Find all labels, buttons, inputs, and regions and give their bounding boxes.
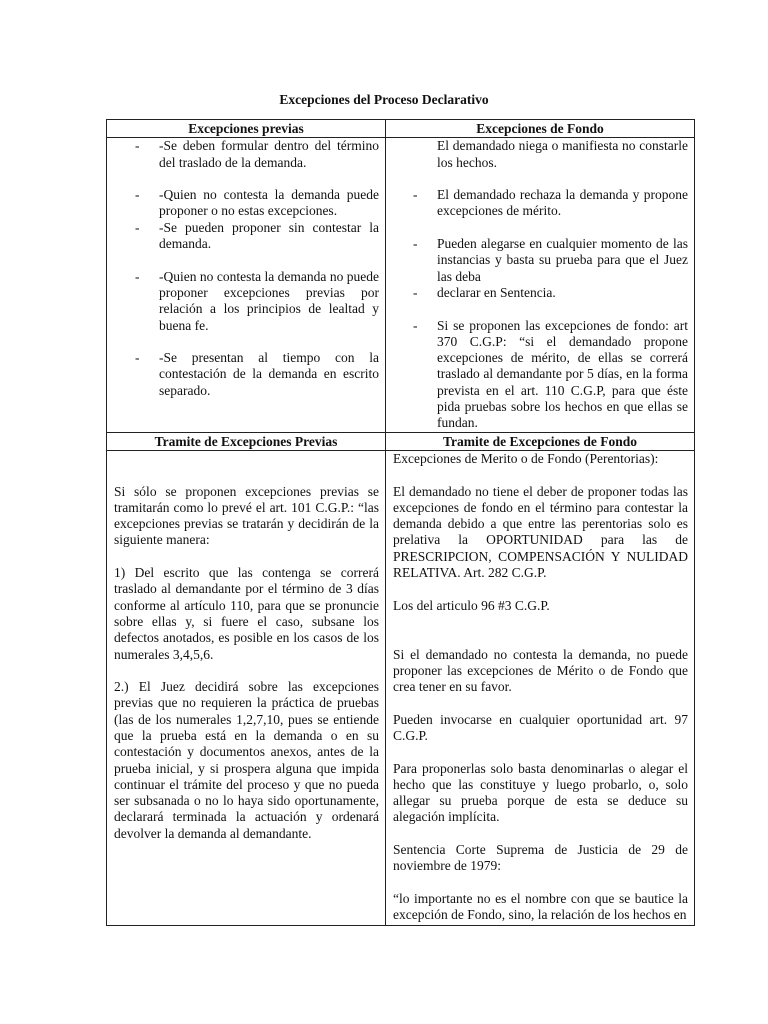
paragraph: 2.) El Juez decidirá sobre las excepciones previas que no requieren la práctica de pruebas (las de los numerales 1,2,7,10, pues se entiende que la prueba está en la demanda o en su contestación y documentos anexos, antes de la prueba inicial, y si prospera alguna que impida continuar el trámite del proceso y que no pueda ser subsanada o no lo haya sido oportunamente, declarará terminada la actuación y ordenará devolver la demanda al demandante.	[114, 679, 379, 841]
paragraph: Pueden invocarse en cualquier oportunidad art. 97 C.G.P.	[393, 711, 688, 743]
previas-list	[107, 138, 385, 399]
paragraph: “lo importante no es el nombre con que se bautice la excepción de Fondo, sino, la relación de los hechos en	[393, 890, 688, 923]
paragraph: Si sólo se proponen excepciones previas se tramitarán como lo prevé el art. 101 C.G.P.: “las excepciones previas se tratarán y decidirán de la siguiente manera:	[114, 483, 379, 548]
list-item: - El demandado rechaza la demanda y propone excepciones de mérito.	[386, 187, 694, 220]
tramite-previas-cell	[107, 450, 386, 925]
exceptions-table	[106, 119, 695, 926]
fondo-list	[386, 138, 694, 431]
paragraph: Para proponerlas solo basta denominarlas o alegar el hecho que las constituye y luego probarlo, o, solo allegar su prueba porque de esta se deduce su alegación implícita.	[393, 760, 688, 825]
paragraph: Sentencia Corte Suprema de Justicia de 29 de noviembre de 1979:	[393, 842, 688, 874]
header-excepciones-fondo: Excepciones de Fondo	[386, 120, 695, 138]
header-excepciones-previas: Excepciones previas	[107, 120, 386, 138]
list-item: - -Quien no contesta la demanda no puede proponer excepciones previas por relación a los principios de lealtad y buena fe.	[107, 269, 385, 334]
header-tramite-previas: Tramite de Excepciones Previas	[107, 432, 386, 450]
paragraph: El demandado no tiene el deber de proponer todas las excepciones de fondo en el término para contestar la demanda debido a que entre las perentorias solo es prelativa la OPORTUNIDAD para las de PRESCRIPCION, COMPENSACIÓN Y NULIDAD RELATIVA. Art. 282 C.G.P.	[393, 483, 688, 581]
list-item: - -Se presentan al tiempo con la contestación de la demanda en escrito separado.	[107, 350, 385, 399]
fondo-cell	[386, 138, 695, 432]
tramite-fondo-cell	[386, 450, 695, 925]
list-item: - -Quien no contesta la demanda puede proponer o no estas excepciones.	[107, 187, 385, 220]
paragraph: 1) Del escrito que las contenga se correrá traslado al demandante por el término de 3 días conforme al artículo 110, para que se pronuncie sobre ellas y, si fuere el caso, subsane los defectos anotados, es posible en los casos de los numerales 3,4,5,6.	[114, 565, 379, 662]
paragraph: Los del articulo 96 #3 C.G.P.	[393, 597, 550, 613]
paragraph: Si el demandado no contesta la demanda, no puede proponer las excepciones de Mérito o de Fondo que crea tener en su favor.	[393, 646, 688, 695]
list-item: El demandado niega o manifiesta no constarle los hechos.	[437, 138, 688, 170]
previas-cell	[107, 138, 386, 432]
list-item: - Pueden alegarse en cualquier momento de las instancias y basta su prueba para que el Juez las deba	[386, 236, 694, 285]
header-tramite-fondo: Tramite de Excepciones de Fondo	[386, 432, 695, 450]
list-item: - Si se proponen las excepciones de fondo: art 370 C.G.P: “si el demandado propone excepciones de mérito, de ellas se correrá traslado al demandante por 5 días, en la forma prevista en el art. 110 C.G.P, para que éste pida pruebas sobre los hechos en que ellas se fundan.	[386, 318, 694, 432]
list-item: - declarar en Sentencia.	[386, 285, 694, 301]
list-item: - -Se deben formular dentro del término del traslado de la demanda.	[107, 138, 385, 171]
list-item: - -Se pueden proponer sin contestar la demanda.	[107, 220, 385, 253]
page-title: Excepciones del Proceso Declarativo	[279, 92, 489, 107]
paragraph: Excepciones de Merito o de Fondo (Perentorias):	[393, 450, 659, 466]
